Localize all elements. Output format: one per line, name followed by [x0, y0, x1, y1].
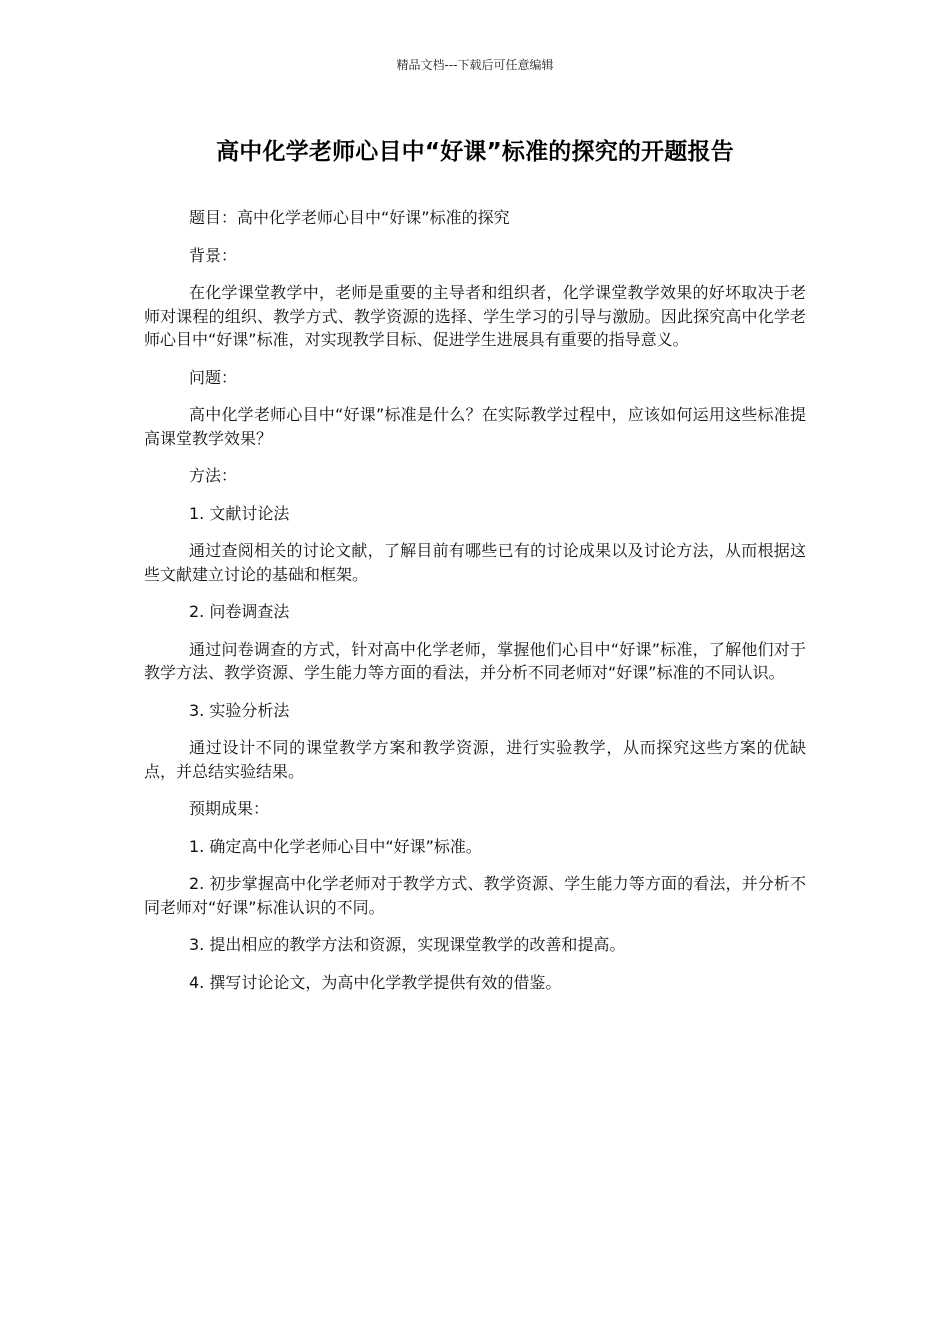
method-1-title: 1. 文献讨论法: [189, 503, 290, 523]
method-3-title: 3. 实验分析法: [189, 700, 290, 720]
method-1-paragraph: 通过查阅相关的讨论文献，了解目前有哪些已有的讨论成果以及讨论方法，从而根据这些文献建立讨论的基础和框架。: [144, 541, 806, 584]
question-paragraph: 高中化学老师心目中“好课”标准是什么？在实际教学过程中，应该如何运用这些标准提高课堂教学效果？: [144, 405, 806, 448]
outcome-item-1: 1. 确定高中化学老师心目中“好课”标准。: [189, 836, 482, 856]
section-heading-background: 背景：: [189, 245, 238, 265]
background-paragraph: 在化学课堂教学中，老师是重要的主导者和组织者，化学课堂教学效果的好坏取决于老师对课程的组织、教学方式、教学资源的选择、学生学习的引导与激励。因此探究高中化学老师心目中“好课”标准，对实现教学目标、促进学生进展具有重要的指导意义。: [144, 283, 806, 349]
method-2-paragraph: 通过问卷调查的方式，针对高中化学老师，掌握他们心目中“好课”标准，了解他们对于教学方法、教学资源、学生能力等方面的看法，并分析不同老师对“好课”标准的不同认识。: [144, 639, 806, 682]
section-heading-question: 问题：: [189, 367, 238, 387]
topic-line: 题目：高中化学老师心目中“好课”标准的探究: [189, 208, 510, 227]
method-3-paragraph: 通过设计不同的课堂教学方案和教学资源，进行实验教学，从而探究这些方案的优缺点，并总结实验结果。: [144, 738, 806, 781]
document-body: [144, 206, 806, 1008]
outcome-item-4: 4. 撰写讨论论文，为高中化学教学提供有效的借鉴。: [189, 972, 562, 992]
outcome-item-2: 2. 初步掌握高中化学老师对于教学方式、教学资源、学生能力等方面的看法，并分析不同老师对“好课”标准认识的不同。: [144, 874, 806, 917]
section-heading-outcomes: 预期成果：: [189, 799, 270, 818]
header-note: 精品文档---下载后可任意编辑: [396, 58, 554, 72]
document-title: 高中化学老师心目中“好课”标准的探究的开题报告: [216, 139, 734, 165]
section-heading-methods: 方法：: [189, 466, 238, 485]
method-2-title: 2. 问卷调查法: [189, 602, 290, 621]
outcome-item-3: 3. 提出相应的教学方法和资源，实现课堂教学的改善和提高。: [189, 935, 626, 954]
